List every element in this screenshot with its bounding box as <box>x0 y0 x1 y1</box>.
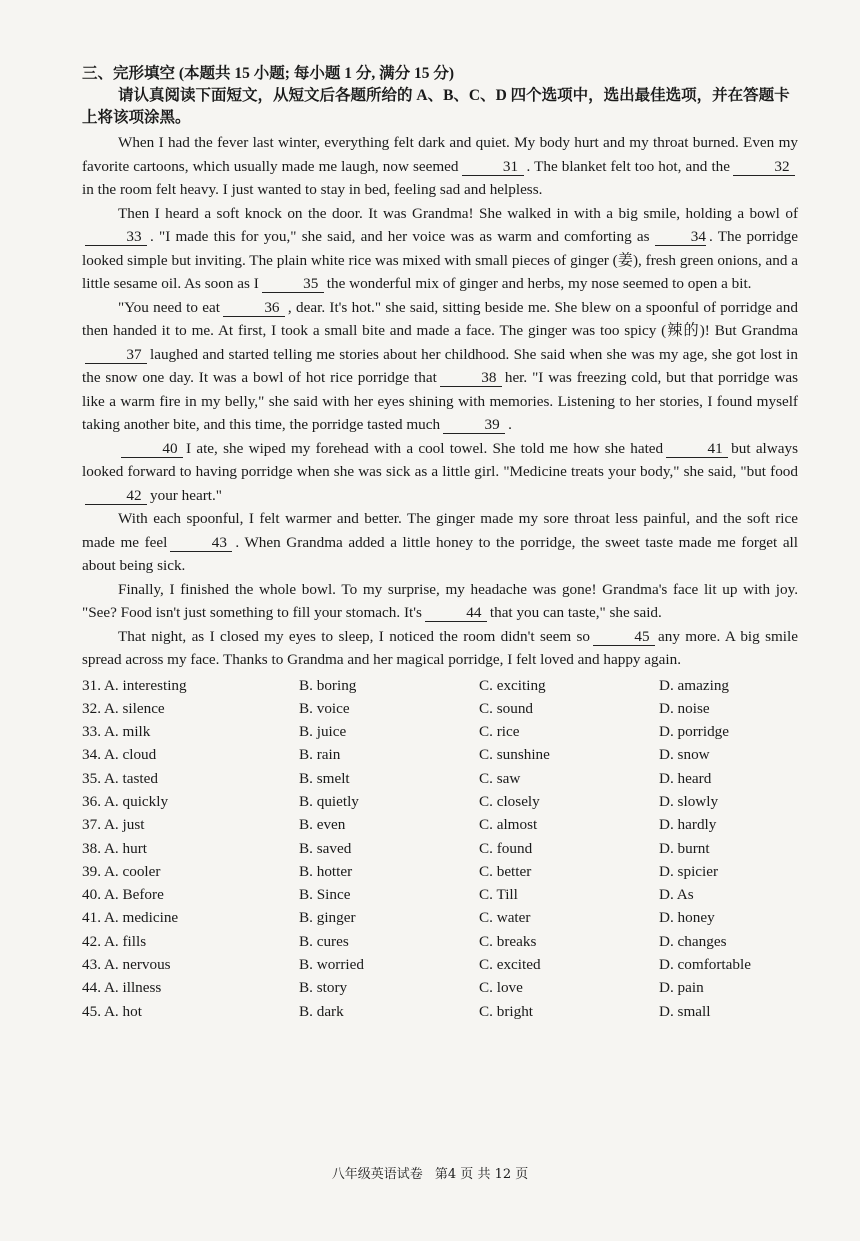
option-d: D. honey <box>659 909 715 927</box>
option-row-39 <box>82 860 798 883</box>
option-a: 39. A. cooler <box>82 862 161 880</box>
option-b: B. juice <box>299 723 347 741</box>
blank-31: 31 <box>462 158 524 176</box>
option-b: B. ginger <box>299 909 356 927</box>
option-c: C. rice <box>479 723 520 741</box>
option-a: 44. A. illness <box>82 979 162 997</box>
paragraph-4: 40 I ate, she wiped my forehead with a cool towel. She told me how she hated 41 but always looked forward to having porridge when she was sick as a little girl. "Medicine treats your body," she said, "but food42 your heart." <box>82 439 798 504</box>
option-a: 42. A. fills <box>82 932 147 950</box>
blank-36: 36 <box>223 299 285 317</box>
option-d: D. burnt <box>659 839 710 857</box>
option-b: B. saved <box>299 839 352 857</box>
option-d: D. porridge <box>659 723 730 741</box>
option-b: B. hotter <box>299 862 353 880</box>
blank-34: 34 <box>655 228 706 246</box>
option-row-43 <box>82 953 798 976</box>
option-c: C. closely <box>479 792 540 810</box>
option-row-42 <box>82 930 798 953</box>
option-d: D. As <box>659 886 694 904</box>
paragraph-2: Then I heard a soft knock on the door. It was Grandma! She walked in with a big smile, holding a bowl of33 . "I made this for you," she said, and her voice was as warm and comforting as 34 . The porridge looked simple but inviting. The plain white rice was mixed with small pieces of ginger (姜), fresh green onions, and a little sesame oil. As soon as I 35 the wonderful mix of ginger and herbs, my nose seemed to open a bit. <box>82 204 798 292</box>
blank-35: 35 <box>262 275 324 293</box>
option-c: C. better <box>479 862 532 880</box>
option-b: B. quietly <box>299 792 359 810</box>
option-b: B. boring <box>299 676 357 694</box>
option-a: 35. A. tasted <box>82 769 158 787</box>
option-a: 45. A. hot <box>82 1002 142 1020</box>
option-b: B. Since <box>299 886 351 904</box>
option-a: 33. A. milk <box>82 723 151 741</box>
blank-42: 42 <box>85 487 147 505</box>
option-b: B. cures <box>299 932 349 950</box>
option-d: D. noise <box>659 699 710 717</box>
option-c: C. breaks <box>479 932 537 950</box>
paragraph-7: That night, as I closed my eyes to sleep, I noticed the room didn't seem so 45 any more. A big smile spread across my face. Thanks to Grandma and her magical porridge, I felt loved and happy again. <box>82 627 798 668</box>
option-a: 31. A. interesting <box>82 676 187 694</box>
option-c: C. exciting <box>479 676 546 694</box>
option-d: D. amazing <box>659 676 730 694</box>
option-d: D. comfortable <box>659 956 751 974</box>
option-row-35 <box>82 767 798 790</box>
option-b: B. dark <box>299 1002 344 1020</box>
option-d: D. snow <box>659 746 710 764</box>
option-row-45 <box>82 1000 798 1023</box>
option-b: B. smelt <box>299 769 350 787</box>
paragraph-1: When I had the fever last winter, everything felt dark and quiet. My body hurt and my throat burned. Even my favorite cartoons, which usually made me laugh, now seemed 31 . The blanket felt too hot, and the 32in the room felt heavy. I just wanted to stay in bed, feeling sad and helpless. <box>82 134 798 198</box>
blank-39: 39 <box>443 416 505 434</box>
option-row-44 <box>82 976 798 999</box>
blank-43: 43 <box>170 534 232 552</box>
option-c: C. saw <box>479 769 521 787</box>
option-c: C. water <box>479 909 531 927</box>
option-d: D. pain <box>659 979 704 997</box>
footer-page-number: 第4 页 共 12 页 <box>434 1167 529 1182</box>
page-footer <box>0 1163 860 1182</box>
option-c: C. sunshine <box>479 746 550 764</box>
option-row-32 <box>82 697 798 720</box>
option-a: 38. A. hurt <box>82 839 147 857</box>
option-row-36 <box>82 790 798 813</box>
blank-37: 37 <box>85 346 147 364</box>
option-row-38 <box>82 837 798 860</box>
blank-41: 41 <box>666 440 728 458</box>
option-row-34 <box>82 743 798 766</box>
option-d: D. slowly <box>659 792 719 810</box>
option-row-41 <box>82 906 798 929</box>
option-b: B. story <box>299 979 348 997</box>
answer-options <box>82 674 798 1023</box>
paragraph-3: "You need to eat 36 , dear. It's hot." she said, sitting beside me. She blew on a spoonful of porridge and then handed it to me. At first, I took a small bite and made a face. The ginger was too spicy (辣的)! But Grandma37 laughed and started telling me stories about her childhood. She said when she was my age, she got lost in the snow one day. It was a bowl of hot rice porridge that 38 her. "I was freezing cold, but that porridge was like a warm fire in my belly," she said with her eyes shining with memories. Listening to her stories, I found myself taking another bite, and this time, the porridge tasted much 39 . <box>82 298 799 433</box>
option-row-33 <box>82 720 798 743</box>
option-row-37 <box>82 813 798 836</box>
option-b: B. rain <box>299 746 341 764</box>
option-a: 34. A. cloud <box>82 746 157 764</box>
blank-38: 38 <box>440 369 502 387</box>
option-c: C. excited <box>479 956 541 974</box>
blank-44: 44 <box>425 604 487 622</box>
cloze-passage <box>82 131 798 672</box>
option-b: B. even <box>299 816 346 834</box>
blank-40: 40 <box>121 440 183 458</box>
option-a: 37. A. just <box>82 816 145 834</box>
blank-45: 45 <box>593 628 655 646</box>
option-c: C. sound <box>479 699 534 717</box>
option-a: 43. A. nervous <box>82 956 171 974</box>
option-d: D. hardly <box>659 816 717 834</box>
paragraph-5: With each spoonful, I felt warmer and better. The ginger made my sore throat less painful, and the soft rice made me feel 43 . When Grandma added a little honey to the porridge, the sweet taste made me forget all about being sick. <box>82 510 798 574</box>
option-c: C. love <box>479 979 523 997</box>
blank-33: 33 <box>85 228 147 246</box>
section-title: 三、完形填空 (本题共 15 小题; 每小题 1 分, 满分 15 分) <box>82 65 454 82</box>
option-d: D. heard <box>659 769 712 787</box>
option-c: C. Till <box>479 886 518 904</box>
paragraph-6: Finally, I finished the whole bowl. To my surprise, my headache was gone! Grandma's face lit up with joy. "See? Food isn't just something to fill your stomach. It's 44 that you can taste," she said. <box>82 580 798 621</box>
option-b: B. voice <box>299 699 350 717</box>
section-instruction: 请认真阅读下面短文，从短文后各题所给的 A、B、C、D 四个选项中，选出最佳选项，并在答题卡上将该项涂黑。 <box>82 87 790 126</box>
option-a: 40. A. Before <box>82 886 164 904</box>
option-b: B. worried <box>299 956 364 974</box>
footer-subject: 八年级英语试卷 <box>331 1167 423 1182</box>
option-d: D. spicier <box>659 862 719 880</box>
cloze-section <box>82 63 798 1023</box>
option-a: 41. A. medicine <box>82 909 179 927</box>
option-d: D. changes <box>659 932 727 950</box>
option-row-31 <box>82 674 798 697</box>
option-a: 32. A. silence <box>82 699 165 717</box>
option-row-40 <box>82 883 798 906</box>
blank-32: 32 <box>733 158 795 176</box>
option-c: C. almost <box>479 816 538 834</box>
option-c: C. bright <box>479 1002 534 1020</box>
option-d: D. small <box>659 1002 711 1020</box>
option-c: C. found <box>479 839 533 857</box>
option-a: 36. A. quickly <box>82 792 169 810</box>
